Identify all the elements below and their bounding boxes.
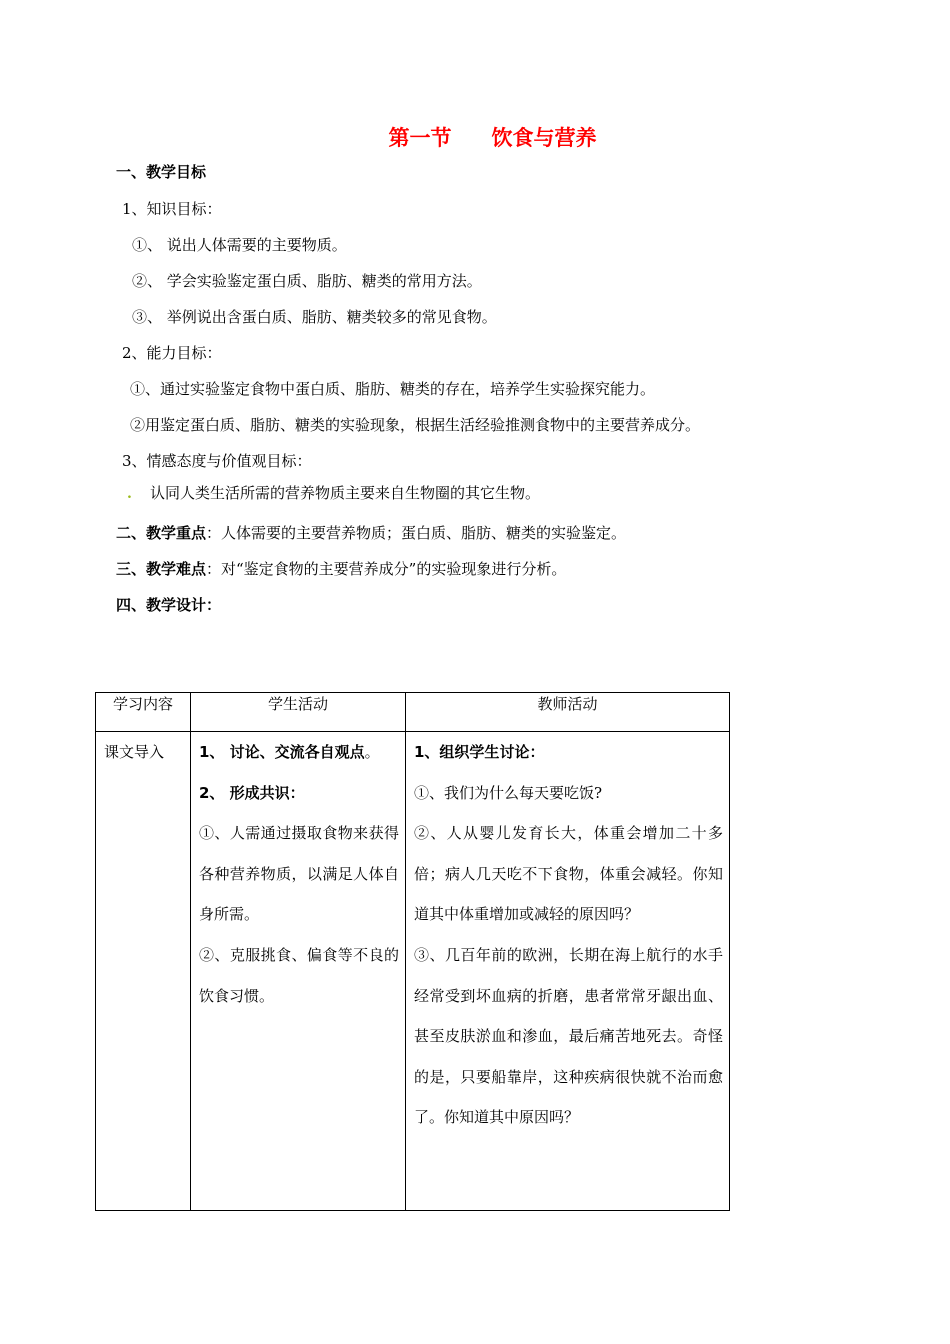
difficult-points: [116, 559, 566, 579]
row-content: 课文导入: [104, 743, 165, 761]
knowledge-goal-1: ①、 说出人体需要的主要物质。: [132, 236, 347, 254]
bullet-mark: .: [127, 486, 132, 502]
section-teaching-design: 四、教学设计：: [116, 596, 222, 614]
lesson-plan-table: [95, 692, 730, 1211]
ability-goal-1: ①、通过实验鉴定食物中蛋白质、脂肪、糖类的存在，培养学生实验探究能力。: [130, 380, 656, 398]
teacher-activity: [406, 732, 729, 1138]
key-points: [116, 523, 626, 543]
table-header-row: [96, 693, 730, 732]
teacher-point-1: 1、组织学生讨论：: [414, 743, 545, 761]
table-row: [96, 732, 730, 1211]
teacher-point-3: ②、人从婴儿发育长大，体重会增加二十多倍；病人几天吃不下食物，体重会减轻。你知道其中体重增加或减轻的原因吗？: [414, 824, 723, 924]
student-point-3: ①、人需通过摄取食物来获得各种营养物质，以满足人体自身所需。: [199, 824, 399, 924]
title-part2: 饮食与营养: [491, 126, 597, 150]
header-content: 学习内容: [96, 693, 191, 732]
knowledge-goals-label: 1、知识目标：: [122, 200, 222, 218]
section-teaching-goals: 一、教学目标: [116, 163, 207, 181]
student-point-2: 2、 形成共识：: [199, 783, 305, 802]
teacher-point-2: ①、我们为什么每天要吃饭?: [414, 783, 603, 802]
emotion-goals-label: 3、情感态度与价值观目标：: [122, 452, 312, 470]
difficult-points-text: ：对“鉴定食物的主要营养成分”的实验现象进行分析。: [206, 560, 567, 578]
emotion-goal: 认同人类生活所需的营养物质主要来自生物圈的其它生物。: [150, 484, 541, 502]
header-student-activity: 学生活动: [191, 693, 406, 732]
student-point-4: ②、克服挑食、偏食等不良的饮食习惯。: [199, 945, 399, 1005]
title-part1: 第一节: [388, 126, 452, 150]
ability-goal-2: ②用鉴定蛋白质、脂肪、糖类的实验现象，根据生活经验推测食物中的主要营养成分。: [130, 416, 701, 434]
student-point-1: 1、 讨论、交流各自观点。: [199, 743, 380, 761]
ability-goals-label: 2、能力目标：: [122, 344, 222, 362]
key-points-label: 二、教学重点: [116, 524, 207, 542]
knowledge-goal-3: ③、 举例说出含蛋白质、脂肪、糖类较多的常见食物。: [132, 308, 497, 326]
difficult-points-label: 三、教学难点: [116, 560, 207, 578]
header-teacher-activity: 教师活动: [406, 693, 730, 732]
key-points-text: ：人体需要的主要营养物质；蛋白质、脂肪、糖类的实验鉴定。: [206, 524, 627, 542]
knowledge-goal-2: ②、 学会实验鉴定蛋白质、脂肪、糖类的常用方法。: [132, 272, 482, 290]
teacher-point-4: ③、几百年前的欧洲，长期在海上航行的水手经常受到坏血病的折磨，患者常常牙龈出血、甚至皮肤淤血和渗血，最后痛苦地死去。奇怪的是，只要船靠岸，这种疾病很快就不治而愈了。你知道其中原因吗？: [414, 945, 723, 1127]
student-activity: [191, 732, 405, 1016]
page-title: [0, 122, 950, 152]
